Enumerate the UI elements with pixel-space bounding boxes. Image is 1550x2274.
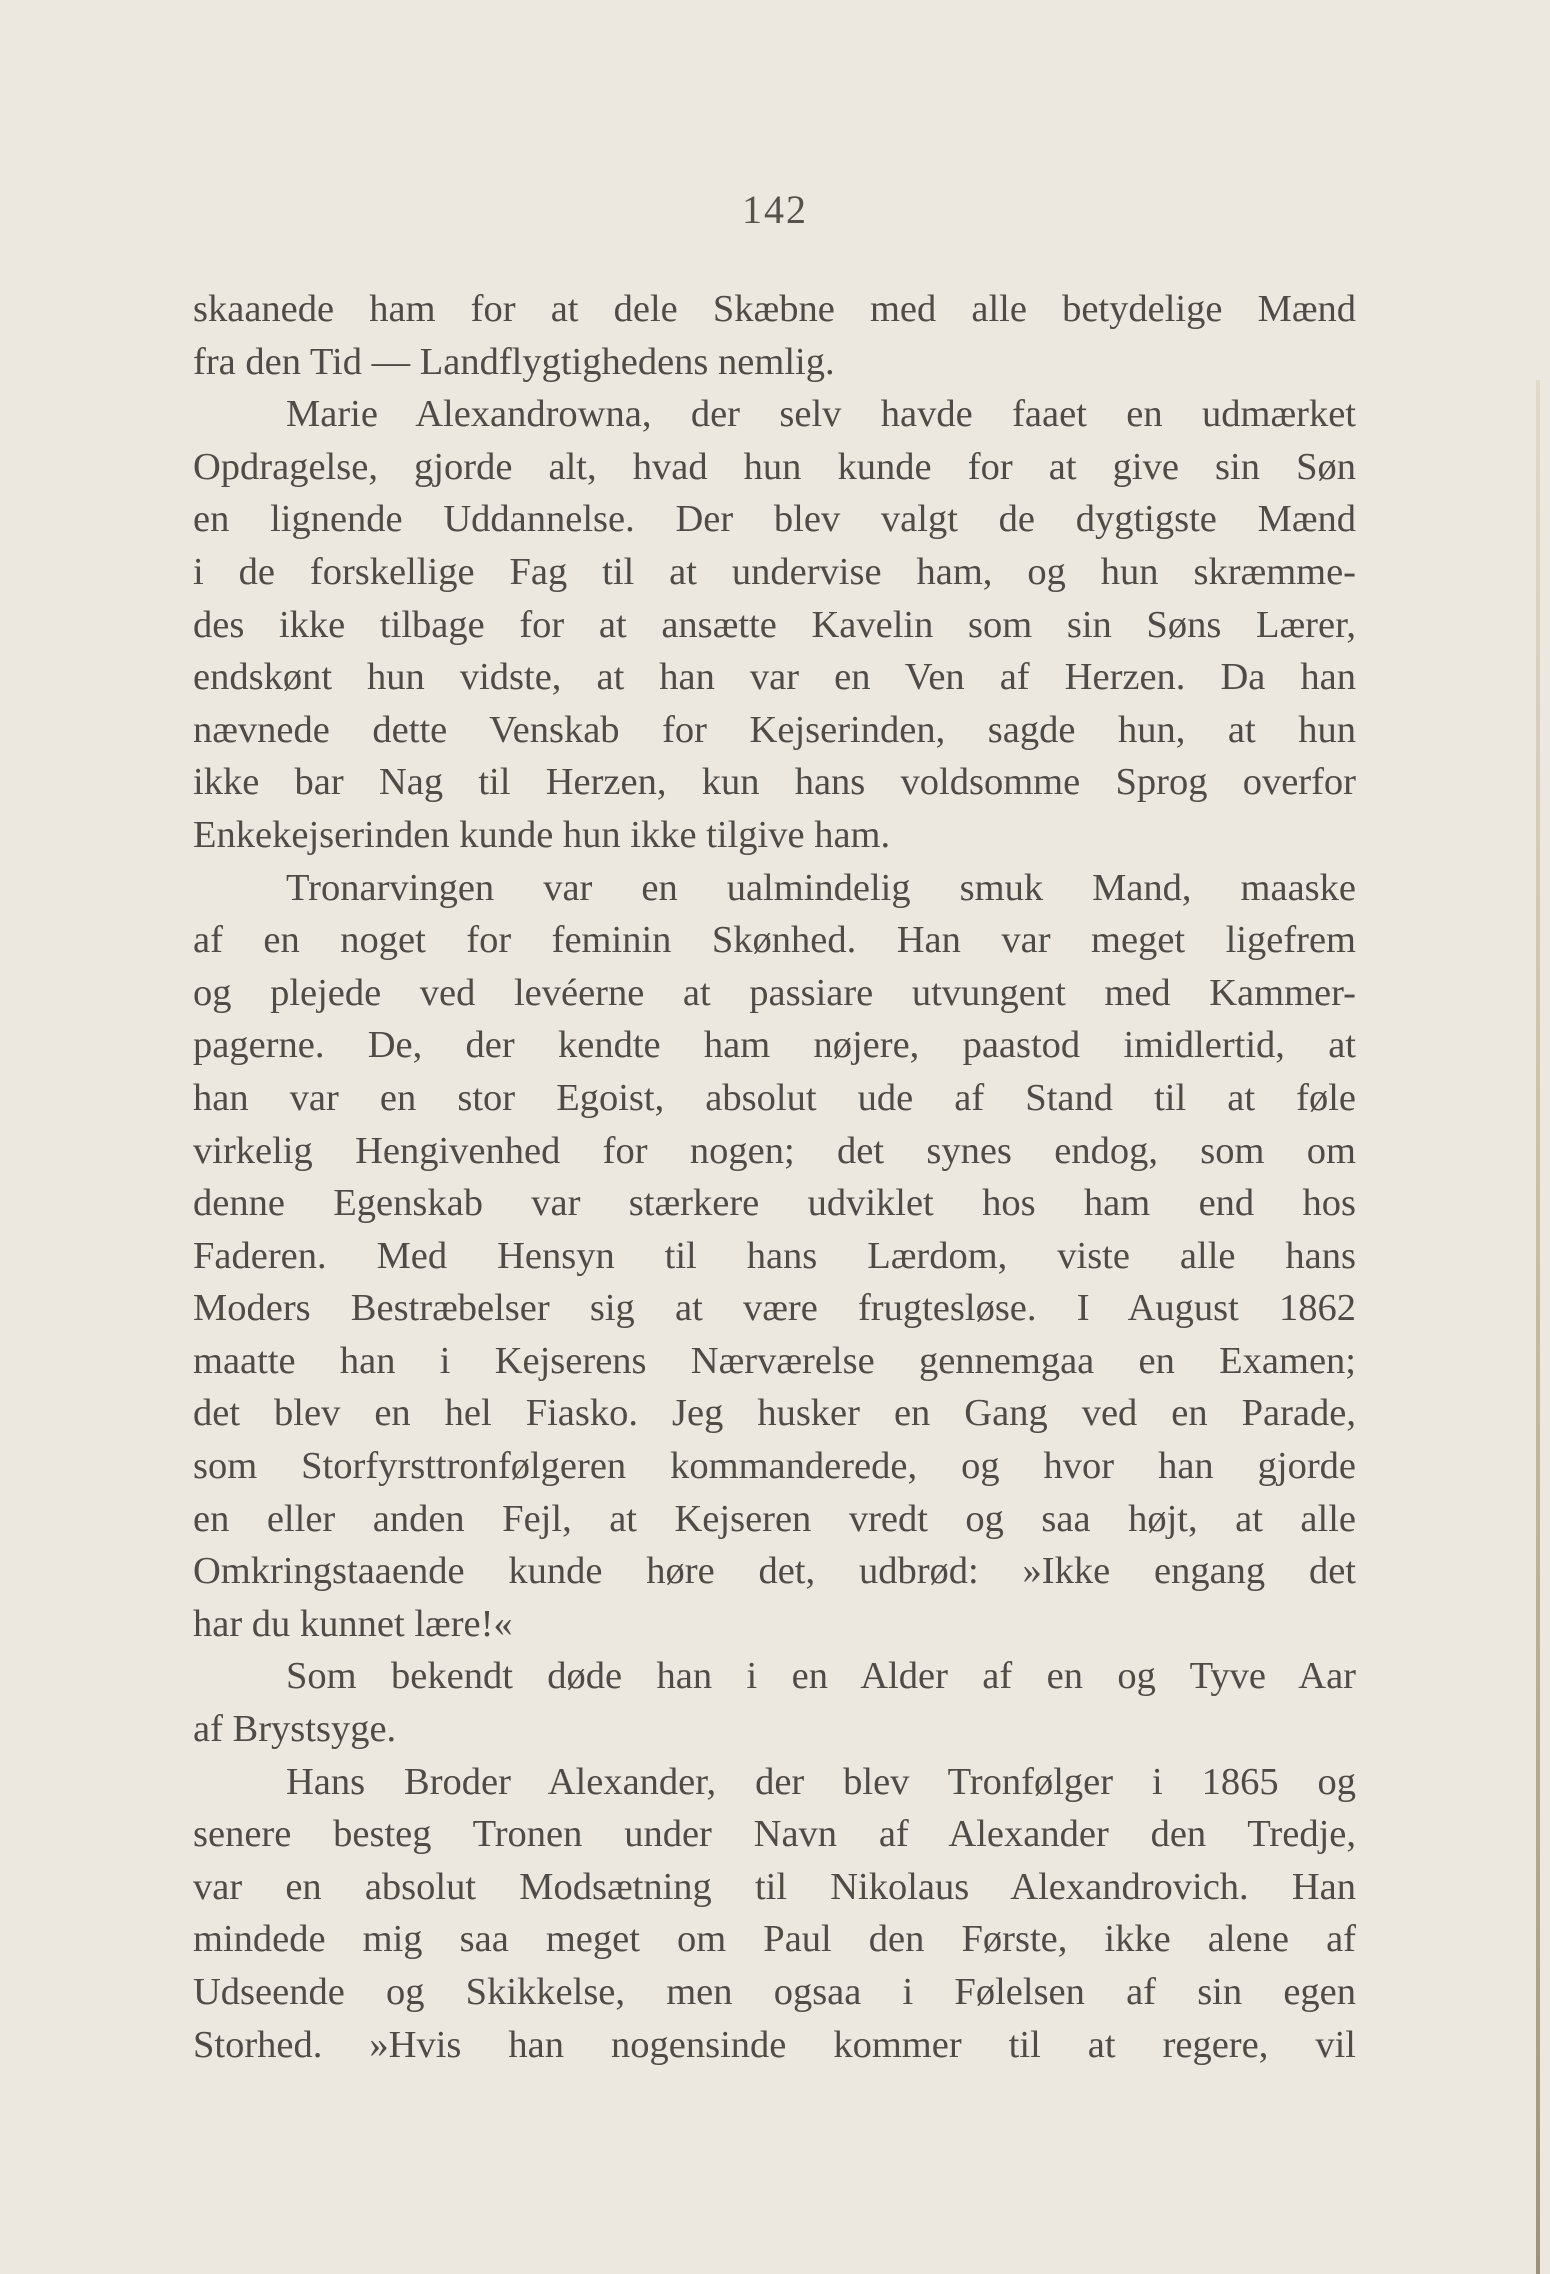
text-line: senere besteg Tronen under Navn af Alexander den Tredje, (193, 1813, 1356, 1856)
text-line: des ikke tilbage for at ansætte Kavelin som sin Søns Lærer, (193, 603, 1356, 646)
text-line: virkelig Hengivenhed for nogen; det synes endog, som om (193, 1129, 1356, 1172)
text-line: nævnede dette Venskab for Kejserinden, sagde hun, at hun (193, 708, 1356, 751)
text-line: Omkringstaaende kunde høre det, udbrød: »Ikke engang det (193, 1550, 1356, 1593)
text-line: Som bekendt døde han i en Alder af en og Tyve Aar (286, 1655, 1356, 1698)
text-line: Opdragelse, gjorde alt, hvad hun kunde for at give sin Søn (193, 445, 1356, 488)
text-line: fra den Tid — Landflygtighedens nemlig. (193, 340, 835, 383)
text-line: Udseende og Skikkelse, men ogsaa i Følelsen af sin egen (193, 1971, 1356, 2013)
text-line: denne Egenskab var stærkere udviklet hos ham end hos (193, 1182, 1356, 1225)
text-line: af en noget for feminin Skønhed. Han var meget ligefrem (193, 919, 1356, 962)
text-line: som Storfyrsttronfølgeren kommanderede, og hvor han gjorde (193, 1445, 1356, 1488)
text-line: han var en stor Egoist, absolut ude af Stand til at føle (193, 1076, 1356, 1119)
text-line: maatte han i Kejserens Nærværelse gennemgaa en Examen; (193, 1339, 1356, 1382)
text-line: det blev en hel Fiasko. Jeg husker en Gang ved en Parade, (193, 1392, 1356, 1435)
text-line: Enkekejserinden kunde hun ikke tilgive ham. (193, 813, 891, 856)
text-line: Moders Bestræbelser sig at være frugtesløse. I August 1862 (193, 1287, 1356, 1330)
text-line: Marie Alexandrowna, der selv havde faaet en udmærket (286, 393, 1356, 436)
text-line: endskønt hun vidste, at han var en Ven af Herzen. Da han (193, 656, 1356, 699)
text-line: var en absolut Modsætning til Nikolaus Alexandrovich. Han (193, 1865, 1356, 1908)
text-line: Tronarvingen var en ualmindelig smuk Mand, maaske (286, 866, 1356, 909)
text-line: Storhed. »Hvis han nogensinde kommer til at regere, vil (193, 2023, 1356, 2066)
text-line: og plejede ved levéerne at passiare utvungent med Kammer- (193, 971, 1356, 1014)
text-line: ikke bar Nag til Herzen, kun hans voldsomme Sprog overfor (193, 761, 1356, 804)
text-line: pagerne. De, der kendte ham nøjere, paastod imidlertid, at (193, 1024, 1356, 1067)
text-line: en eller anden Fejl, at Kejseren vredt og saa højt, at alle (193, 1497, 1356, 1540)
text-line: mindede mig saa meget om Paul den Første, ikke alene af (193, 1918, 1356, 1961)
page-edge-shadow (1536, 380, 1540, 2274)
text-line: en lignende Uddannelse. Der blev valgt de dygtigste Mænd (193, 498, 1356, 541)
page-number: 142 (742, 187, 808, 232)
text-line: Hans Broder Alexander, der blev Tronfølger i 1865 og (286, 1760, 1356, 1803)
text-line: skaanede ham for at dele Skæbne med alle betydelige Mænd (193, 288, 1356, 330)
text-line: Faderen. Med Hensyn til hans Lærdom, viste alle hans (193, 1234, 1356, 1277)
text-line: i de forskellige Fag til at undervise ham, og hun skræmme- (193, 550, 1356, 593)
text-line: af Brystsyge. (193, 1708, 397, 1751)
text-line: har du kunnet lære!« (193, 1602, 513, 1645)
body-text (193, 283, 1356, 2071)
